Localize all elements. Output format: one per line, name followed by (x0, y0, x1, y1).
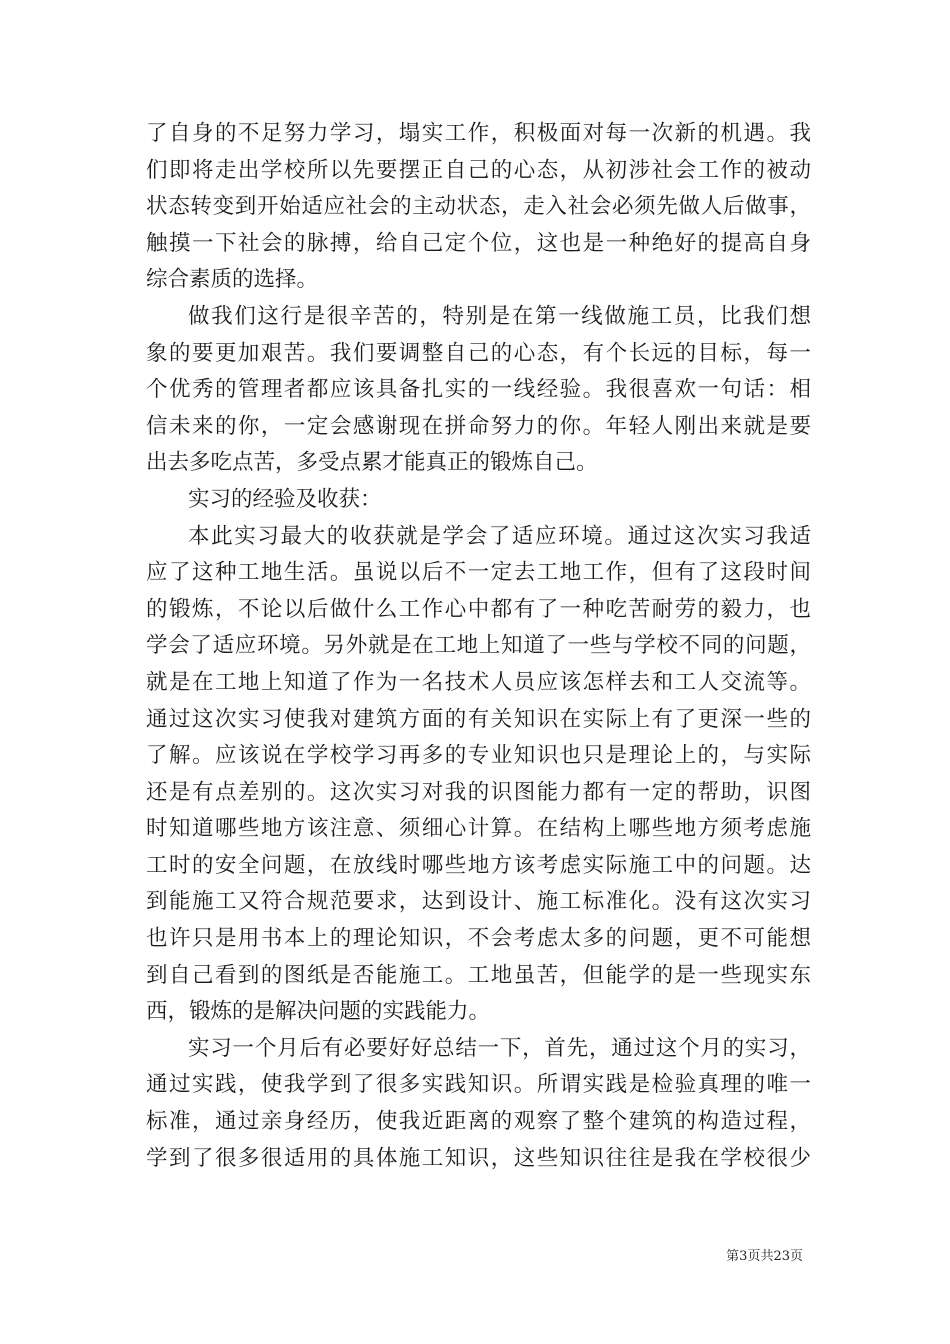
text-line: 做我们这行是很辛苦的，特别是在第一线做施工员，比我们想 (188, 303, 811, 329)
text-line: 通过这次实习使我对建筑方面的有关知识在实际上有了更深一些的 (146, 706, 811, 732)
text-line: 出去多吃点苦，多受点累才能真正的锻炼自己。 (146, 450, 598, 476)
text-line: 学到了很多很适用的具体施工知识，这些知识往往是我在学校很少 (146, 1145, 811, 1171)
text-line: 学会了适应环境。另外就是在工地上知道了一些与学校不同的问题， (146, 633, 811, 659)
text-line: 了解。应该说在学校学习再多的专业知识也只是理论上的，与实际 (146, 743, 811, 769)
text-line: 实习的经验及收获： (188, 486, 382, 512)
document-body (146, 116, 811, 1177)
text-line: 个优秀的管理者都应该具备扎实的一线经验。我很喜欢一句话：相 (146, 377, 811, 403)
text-line: 工时的安全问题，在放线时哪些地方该考虑实际施工中的问题。达 (146, 852, 811, 878)
text-line: 综合素质的选择。 (146, 267, 319, 293)
text-line: 通过实践，使我学到了很多实践知识。所谓实践是检验真理的唯一 (146, 1072, 811, 1098)
text-line: 信未来的你，一定会感谢现在拼命努力的你。年轻人刚出来就是要 (146, 413, 811, 439)
text-line: 实习一个月后有必要好好总结一下，首先，通过这个月的实习， (188, 1035, 811, 1061)
text-line: 西，锻炼的是解决问题的实践能力。 (146, 999, 491, 1025)
text-line: 到自己看到的图纸是否能施工。工地虽苦，但能学的是一些现实东 (146, 962, 811, 988)
text-line: 时知道哪些地方该注意、须细心计算。在结构上哪些地方须考虑施 (146, 816, 811, 842)
text-line: 触摸一下社会的脉搏，给自己定个位，这也是一种绝好的提高自身 (146, 230, 811, 256)
text-line: 还是有点差别的。这次实习对我的识图能力都有一定的帮助，识图 (146, 779, 811, 805)
text-line: 们即将走出学校所以先要摆正自己的心态，从初涉社会工作的被动 (146, 157, 811, 183)
text-line: 了自身的不足努力学习，塌实工作，积极面对每一次新的机遇。我 (146, 121, 811, 146)
text-line: 标准，通过亲身经历，使我近距离的观察了整个建筑的构造过程， (146, 1109, 811, 1135)
text-line: 本此实习最大的收获就是学会了适应环境。通过这次实习我适 (188, 523, 811, 549)
text-line: 到能施工又符合规范要求，达到设计、施工标准化。没有这次实习 (146, 889, 811, 915)
page-number: 第3页共23页 (726, 1249, 803, 1264)
text-line: 的锻炼，不论以后做什么工作心中都有了一种吃苦耐劳的毅力，也 (146, 596, 811, 622)
text-line: 也许只是用书本上的理论知识，不会考虑太多的问题，更不可能想 (146, 926, 811, 952)
text-line: 状态转变到开始适应社会的主动状态，走入社会必须先做人后做事， (146, 194, 811, 220)
text-line: 就是在工地上知道了作为一名技术人员应该怎样去和工人交流等。 (146, 669, 811, 695)
text-line: 应了这种工地生活。虽说以后不一定去工地工作，但有了这段时间 (146, 560, 811, 586)
text-line: 象的要更加艰苦。我们要调整自己的心态，有个长远的目标，每一 (146, 340, 811, 366)
